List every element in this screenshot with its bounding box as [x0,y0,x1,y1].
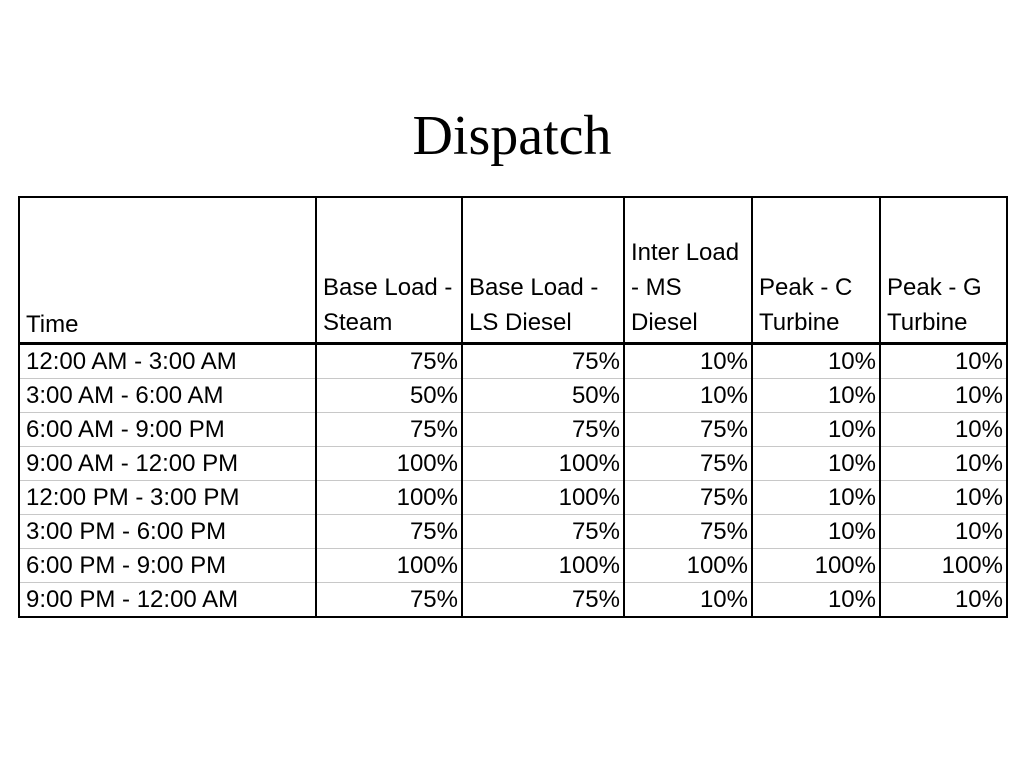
base-load-steam-cell: 100% [316,447,462,481]
peak-c-turbine-cell: 10% [752,583,880,618]
base-load-ls-diesel-cell: 100% [462,447,624,481]
inter-load-ms-diesel-cell: 75% [624,481,752,515]
peak-c-turbine-cell: 10% [752,447,880,481]
peak-c-turbine-cell: 10% [752,344,880,379]
time-cell: 12:00 PM - 3:00 PM [19,481,316,515]
base-load-steam-cell: 75% [316,515,462,549]
table-row [19,379,1007,413]
base-load-steam-cell: 75% [316,344,462,379]
time-cell: 3:00 PM - 6:00 PM [19,515,316,549]
column-header-base-load-ls-diesel: Base Load - LS Diesel [462,197,624,344]
table-row [19,413,1007,447]
peak-c-turbine-cell: 10% [752,379,880,413]
column-header-time: Time [19,197,316,344]
base-load-ls-diesel-cell: 75% [462,344,624,379]
peak-c-turbine-cell: 10% [752,481,880,515]
inter-load-ms-diesel-cell: 10% [624,379,752,413]
inter-load-ms-diesel-cell: 75% [624,413,752,447]
time-cell: 3:00 AM - 6:00 AM [19,379,316,413]
base-load-ls-diesel-cell: 75% [462,515,624,549]
base-load-steam-cell: 100% [316,549,462,583]
base-load-steam-cell: 50% [316,379,462,413]
column-header-inter-load-ms-diesel: Inter Load - MS Diesel [624,197,752,344]
time-cell: 12:00 AM - 3:00 AM [19,344,316,379]
header-row [19,197,1007,344]
peak-g-turbine-cell: 10% [880,515,1007,549]
table-row [19,515,1007,549]
table-row [19,344,1007,379]
peak-g-turbine-cell: 100% [880,549,1007,583]
peak-g-turbine-cell: 10% [880,583,1007,618]
peak-c-turbine-cell: 100% [752,549,880,583]
inter-load-ms-diesel-cell: 100% [624,549,752,583]
time-cell: 6:00 PM - 9:00 PM [19,549,316,583]
base-load-steam-cell: 75% [316,583,462,618]
peak-g-turbine-cell: 10% [880,481,1007,515]
base-load-ls-diesel-cell: 50% [462,379,624,413]
peak-g-turbine-cell: 10% [880,447,1007,481]
base-load-steam-cell: 100% [316,481,462,515]
column-header-peak-c-turbine: Peak - C Turbine [752,197,880,344]
inter-load-ms-diesel-cell: 75% [624,515,752,549]
time-cell: 6:00 AM - 9:00 PM [19,413,316,447]
peak-c-turbine-cell: 10% [752,413,880,447]
base-load-ls-diesel-cell: 100% [462,481,624,515]
base-load-ls-diesel-cell: 75% [462,583,624,618]
slide-title: Dispatch [412,105,612,167]
column-header-peak-g-turbine: Peak - G Turbine [880,197,1007,344]
peak-g-turbine-cell: 10% [880,413,1007,447]
dispatch-table [18,196,1008,618]
base-load-ls-diesel-cell: 75% [462,413,624,447]
inter-load-ms-diesel-cell: 10% [624,583,752,618]
base-load-steam-cell: 75% [316,413,462,447]
peak-c-turbine-cell: 10% [752,515,880,549]
table-row [19,549,1007,583]
peak-g-turbine-cell: 10% [880,379,1007,413]
time-cell: 9:00 PM - 12:00 AM [19,583,316,618]
base-load-ls-diesel-cell: 100% [462,549,624,583]
time-cell: 9:00 AM - 12:00 PM [19,447,316,481]
table-row [19,583,1007,618]
inter-load-ms-diesel-cell: 75% [624,447,752,481]
peak-g-turbine-cell: 10% [880,344,1007,379]
column-header-base-load-steam: Base Load - Steam [316,197,462,344]
table-row [19,447,1007,481]
inter-load-ms-diesel-cell: 10% [624,344,752,379]
table-row [19,481,1007,515]
